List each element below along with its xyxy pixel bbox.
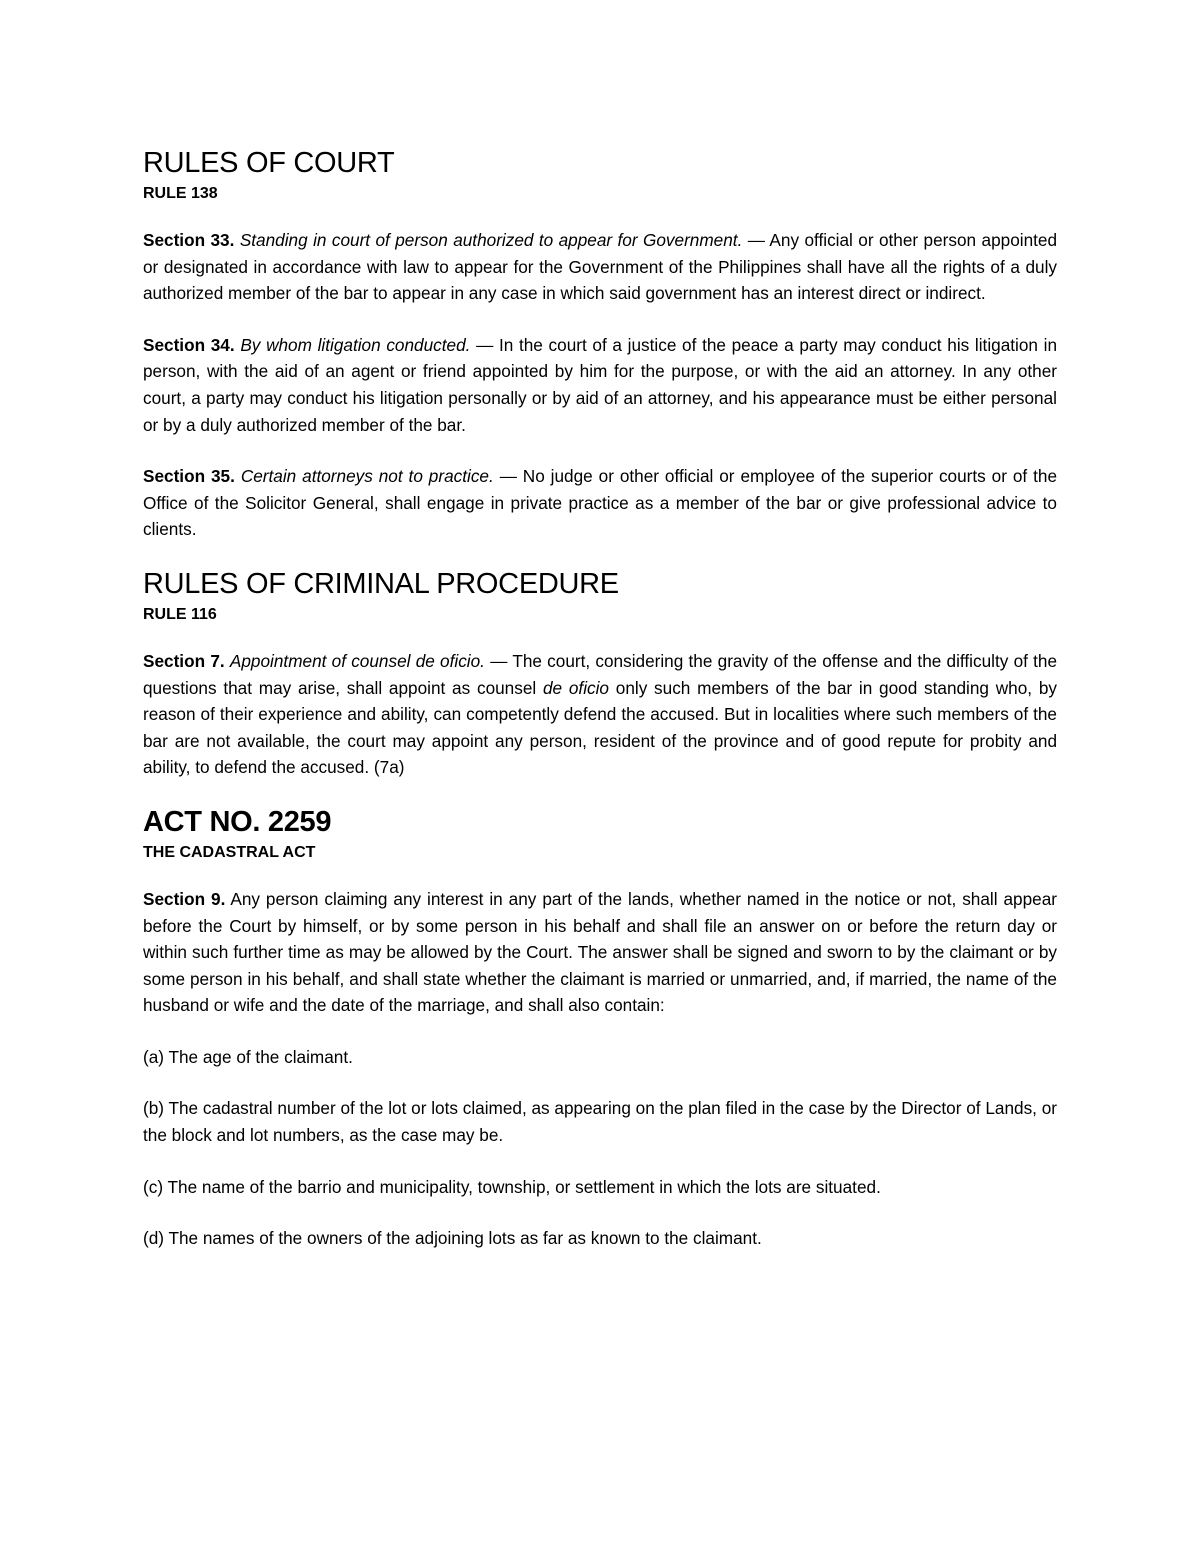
section-35-title: Certain attorneys not to practice. <box>240 466 494 487</box>
list-item-a-text: The age of the claimant. <box>168 1046 353 1067</box>
list-item-a <box>143 1044 1057 1071</box>
section-7-italic-term: de oficio <box>542 677 609 698</box>
heading-rules-of-court: RULES OF COURT <box>143 147 395 179</box>
list-item-c <box>143 1174 1057 1201</box>
section-33-label: Section 33. <box>143 230 235 250</box>
subheading-rule-116: RULE 116 <box>143 605 217 623</box>
section-7-label: Section 7. <box>143 650 225 671</box>
list-item-c-text: The name of the barrio and municipality, township, or settlement in which the lots are situated. <box>167 1176 881 1197</box>
section-34-label: Section 34. <box>143 334 235 355</box>
list-item-a-label: (a) <box>143 1046 165 1067</box>
paragraph-section-34 <box>143 332 1057 438</box>
section-35-label: Section 35. <box>143 466 235 487</box>
list-item-b-label: (b) <box>143 1098 165 1119</box>
list-item-d <box>143 1225 1057 1252</box>
subheading-cadastral-act: THE CADASTRAL ACT <box>143 843 316 861</box>
subheading-rule-138: RULE 138 <box>143 185 218 202</box>
section-7-body-1: — The court, considering the gravity of the offense and the difficulty of the questions that may arise, shall appoint as counsel <box>143 650 1058 698</box>
list-item-b <box>143 1095 1057 1148</box>
document-page <box>143 145 1057 1252</box>
section-33-title: Standing in court of person authorized to appear for Government. <box>239 230 743 250</box>
list-item-b-text: The cadastral number of the lot or lots claimed, as appearing on the plan filed in the case by the Director of Lands, or the block and lot numbers, as the case may be. <box>143 1098 1058 1146</box>
section-34-title: By whom litigation conducted. <box>240 334 471 355</box>
paragraph-section-35 <box>143 463 1057 543</box>
list-item-d-label: (d) <box>143 1228 165 1249</box>
section-7-body-2: only such members of the bar in good standing who, by reason of their experience and ability, can competently defend the accused. But in localities where such members of the bar are not available, the court may appoint any person, resident of the province and of good repute for probity and ability, to defend the accused. (7a) <box>143 677 1057 778</box>
section-9-body: Any person claiming any interest in any part of the lands, whether named in the notice or not, shall appear before the Court by himself, or by some person in his behalf and shall file an answer on or before the return day or within such further time as may be allowed by the Court. The answer shall be signed and sworn to by the claimant or by some person in his behalf, and shall state whether the claimant is married or unmarried, and, if married, the name of the husband or wife and the date of the marriage, and shall also contain: <box>143 888 1058 1016</box>
paragraph-section-7 <box>143 648 1057 781</box>
section-34-body: — In the court of a justice of the peace a party may conduct his litigation in person, with the aid of an agent or friend appointed by him for the purpose, or with the aid an attorney. In any other court, a party may conduct his litigation personally or by aid of an attorney, and his appearance must be either personal or by a duly authorized member of the bar. <box>143 334 1058 435</box>
heading-rules-of-criminal-procedure: RULES OF CRIMINAL PROCEDURE <box>143 567 619 600</box>
section-33-body: — Any official or other person appointed or designated in accordance with law to appear for the Government of the Philippines shall have all the rights of a duly authorized member of the bar to appear in any case in which said government has an interest direct or indirect. <box>143 230 1058 304</box>
list-item-d-text: The names of the owners of the adjoining lots as far as known to the claimant. <box>168 1228 762 1249</box>
section-9-label: Section 9. <box>143 888 226 909</box>
paragraph-section-9 <box>143 886 1057 1019</box>
section-35-body: — No judge or other official or employee of the superior courts or of the Office of the Solicitor General, shall engage in private practice as a member of the bar or give professional advice to clients. <box>143 466 1058 540</box>
paragraph-section-33 <box>143 227 1057 307</box>
section-7-title: Appointment of counsel de oficio. <box>229 650 485 671</box>
heading-act-no-2259: ACT NO. 2259 <box>143 805 332 838</box>
list-item-c-label: (c) <box>143 1176 164 1197</box>
